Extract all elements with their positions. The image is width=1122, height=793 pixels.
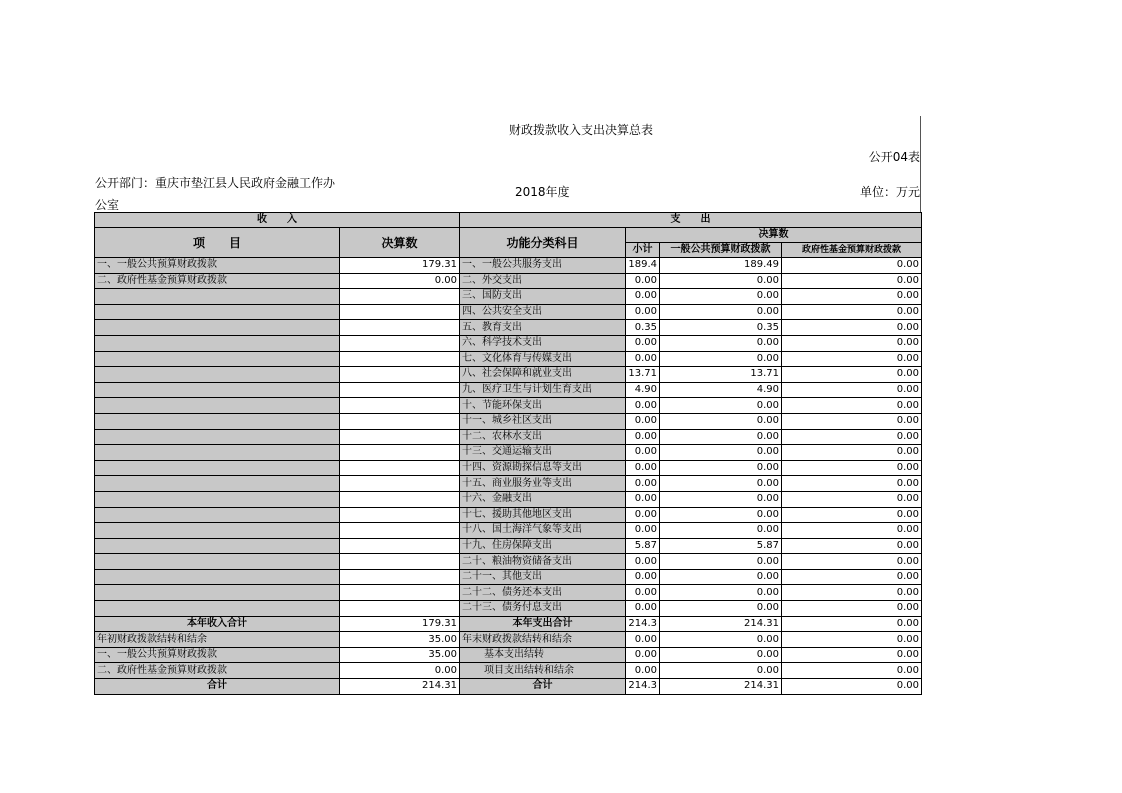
expense-item-cell: 二十二、债务还本支出 xyxy=(460,585,626,601)
general-budget-cell: 0.00 xyxy=(660,491,782,507)
summary-income-amount: 35.00 xyxy=(340,647,460,663)
general-budget-cell: 0.00 xyxy=(660,523,782,539)
gov-fund-cell: 0.00 xyxy=(782,601,922,617)
income-amount-cell: 0.00 xyxy=(340,273,460,289)
general-budget-cell: 0.00 xyxy=(660,460,782,476)
subtotal-cell: 0.00 xyxy=(626,507,660,523)
subtotal-cell: 0.00 xyxy=(626,554,660,570)
gov-fund-cell: 0.00 xyxy=(782,273,922,289)
fiscal-year: 2018年度 xyxy=(515,185,570,199)
summary-gov-fund: 0.00 xyxy=(782,616,922,632)
subtotal-cell: 0.00 xyxy=(626,523,660,539)
income-amount-cell xyxy=(340,491,460,507)
income-item-cell: 一、一般公共预算财政拨款 xyxy=(95,258,340,274)
general-budget-cell: 13.71 xyxy=(660,367,782,383)
income-amount-cell xyxy=(340,367,460,383)
income-amount-cell xyxy=(340,585,460,601)
summary-row xyxy=(95,647,922,663)
income-header: 收 入 xyxy=(95,213,460,228)
income-amount-cell xyxy=(340,289,460,305)
table-row xyxy=(95,538,922,554)
table-row xyxy=(95,585,922,601)
gov-fund-cell: 0.00 xyxy=(782,429,922,445)
table-row xyxy=(95,304,922,320)
summary-expense-item: 年末财政拨款结转和结余 xyxy=(460,632,626,648)
subtotal-cell: 0.00 xyxy=(626,601,660,617)
table-row xyxy=(95,445,922,461)
expense-item-cell: 十三、交通运输支出 xyxy=(460,445,626,461)
expense-item-cell: 八、社会保障和就业支出 xyxy=(460,367,626,383)
final-amount-header-2: 决算数 xyxy=(626,228,922,243)
expense-item-cell: 二十、粮油物资储备支出 xyxy=(460,554,626,570)
general-budget-cell: 0.00 xyxy=(660,398,782,414)
general-budget-cell: 0.00 xyxy=(660,476,782,492)
table-row xyxy=(95,476,922,492)
summary-income-amount: 0.00 xyxy=(340,663,460,679)
expense-item-cell: 十二、农林水支出 xyxy=(460,429,626,445)
unit-label: 单位：万元 xyxy=(859,185,920,199)
table-row xyxy=(95,289,922,305)
summary-general-budget: 0.00 xyxy=(660,647,782,663)
income-item-cell xyxy=(95,429,340,445)
expense-item-cell: 十九、住房保障支出 xyxy=(460,538,626,554)
expense-item-cell: 十七、援助其他地区支出 xyxy=(460,507,626,523)
gov-fund-cell: 0.00 xyxy=(782,289,922,305)
summary-gov-fund: 0.00 xyxy=(782,632,922,648)
general-budget-cell: 0.00 xyxy=(660,429,782,445)
subtotal-cell: 0.00 xyxy=(626,491,660,507)
subtotal-cell: 189.4 xyxy=(626,258,660,274)
table-row xyxy=(95,382,922,398)
income-amount-cell xyxy=(340,569,460,585)
income-item-cell xyxy=(95,538,340,554)
income-item-cell xyxy=(95,382,340,398)
income-amount-cell xyxy=(340,445,460,461)
summary-row xyxy=(95,679,922,695)
general-budget-cell: 0.00 xyxy=(660,601,782,617)
expense-item-cell: 二十一、其他支出 xyxy=(460,569,626,585)
subtotal-cell: 0.00 xyxy=(626,413,660,429)
subtotal-cell: 0.00 xyxy=(626,335,660,351)
report-title: 财政拨款收入支出决算总表 xyxy=(508,123,653,137)
gov-fund-cell: 0.00 xyxy=(782,554,922,570)
expense-item-cell: 二十三、债务付息支出 xyxy=(460,601,626,617)
gov-fund-cell: 0.00 xyxy=(782,335,922,351)
expense-item-cell: 十八、国土海洋气象等支出 xyxy=(460,523,626,539)
general-budget-cell: 0.00 xyxy=(660,585,782,601)
table-row xyxy=(95,601,922,617)
expense-item-cell: 十、节能环保支出 xyxy=(460,398,626,414)
department-label: 公开部门：重庆市垫江县人民政府金融工作办公室 xyxy=(95,176,336,212)
gov-fund-cell: 0.00 xyxy=(782,445,922,461)
income-item-cell: 二、政府性基金预算财政拨款 xyxy=(95,273,340,289)
summary-row xyxy=(95,616,922,632)
summary-subtotal: 214.3 xyxy=(626,616,660,632)
income-amount-cell xyxy=(340,304,460,320)
expense-item-cell: 三、国防支出 xyxy=(460,289,626,305)
summary-general-budget: 214.31 xyxy=(660,679,782,695)
income-amount-cell xyxy=(340,429,460,445)
general-budget-cell: 0.35 xyxy=(660,320,782,336)
summary-general-budget: 214.31 xyxy=(660,616,782,632)
summary-general-budget: 0.00 xyxy=(660,632,782,648)
table-row xyxy=(95,398,922,414)
summary-general-budget: 0.00 xyxy=(660,663,782,679)
gov-fund-cell: 0.00 xyxy=(782,491,922,507)
subtotal-cell: 0.00 xyxy=(626,429,660,445)
expense-item-cell: 九、医疗卫生与计划生育支出 xyxy=(460,382,626,398)
expense-item-cell: 四、公共安全支出 xyxy=(460,304,626,320)
gov-fund-cell: 0.00 xyxy=(782,320,922,336)
table-row xyxy=(95,554,922,570)
income-amount-cell: 179.31 xyxy=(340,258,460,274)
general-budget-header: 一般公共预算财政拨款 xyxy=(660,243,782,258)
table-row xyxy=(95,413,922,429)
final-amount-header: 决算数 xyxy=(340,228,460,258)
gov-fund-cell: 0.00 xyxy=(782,398,922,414)
func-class-header: 功能分类科目 xyxy=(460,228,626,258)
income-amount-cell xyxy=(340,398,460,414)
general-budget-cell: 0.00 xyxy=(660,445,782,461)
form-number: 公开04表 xyxy=(868,150,920,164)
gov-fund-cell: 0.00 xyxy=(782,476,922,492)
table-row xyxy=(95,507,922,523)
income-item-cell xyxy=(95,569,340,585)
subtotal-cell: 0.00 xyxy=(626,460,660,476)
summary-gov-fund: 0.00 xyxy=(782,663,922,679)
summary-row xyxy=(95,632,922,648)
gov-fund-cell: 0.00 xyxy=(782,382,922,398)
gov-fund-cell: 0.00 xyxy=(782,367,922,383)
subtotal-cell: 0.35 xyxy=(626,320,660,336)
income-amount-cell xyxy=(340,351,460,367)
income-amount-cell xyxy=(340,601,460,617)
subtotal-cell: 0.00 xyxy=(626,445,660,461)
summary-subtotal: 0.00 xyxy=(626,647,660,663)
income-item-cell xyxy=(95,601,340,617)
budget-table xyxy=(94,212,922,695)
table-row xyxy=(95,460,922,476)
subtotal-cell: 0.00 xyxy=(626,398,660,414)
table-row xyxy=(95,273,922,289)
income-item-cell xyxy=(95,413,340,429)
gov-fund-cell: 0.00 xyxy=(782,538,922,554)
expense-item-cell: 七、文化体育与传媒支出 xyxy=(460,351,626,367)
income-item-cell xyxy=(95,320,340,336)
summary-expense-item: 基本支出结转 xyxy=(460,647,626,663)
expense-item-cell: 五、教育支出 xyxy=(460,320,626,336)
income-item-cell xyxy=(95,351,340,367)
income-amount-cell xyxy=(340,335,460,351)
expense-item-cell: 十四、资源勘探信息等支出 xyxy=(460,460,626,476)
subtotal-cell: 0.00 xyxy=(626,273,660,289)
income-amount-cell xyxy=(340,523,460,539)
page-edge-line xyxy=(920,116,921,212)
general-budget-cell: 0.00 xyxy=(660,413,782,429)
expense-item-cell: 六、科学技术支出 xyxy=(460,335,626,351)
table-row xyxy=(95,320,922,336)
summary-income-item: 本年收入合计 xyxy=(95,616,340,632)
gov-fund-cell: 0.00 xyxy=(782,569,922,585)
summary-subtotal: 214.3 xyxy=(626,679,660,695)
income-item-cell xyxy=(95,554,340,570)
summary-income-amount: 214.31 xyxy=(340,679,460,695)
general-budget-cell: 0.00 xyxy=(660,273,782,289)
general-budget-cell: 189.49 xyxy=(660,258,782,274)
income-item-cell xyxy=(95,523,340,539)
table-row xyxy=(95,258,922,274)
income-item-cell xyxy=(95,507,340,523)
subtotal-cell: 0.00 xyxy=(626,304,660,320)
subtotal-cell: 0.00 xyxy=(626,289,660,305)
gov-fund-cell: 0.00 xyxy=(782,585,922,601)
summary-income-item: 一、一般公共预算财政拨款 xyxy=(95,647,340,663)
income-item-cell xyxy=(95,460,340,476)
income-item-cell xyxy=(95,476,340,492)
gov-fund-cell: 0.00 xyxy=(782,351,922,367)
income-item-cell xyxy=(95,289,340,305)
subtotal-cell: 0.00 xyxy=(626,476,660,492)
income-amount-cell xyxy=(340,382,460,398)
income-amount-cell xyxy=(340,507,460,523)
item-header: 项 目 xyxy=(95,228,340,258)
summary-expense-item: 合计 xyxy=(460,679,626,695)
subtotal-cell: 0.00 xyxy=(626,351,660,367)
general-budget-cell: 0.00 xyxy=(660,554,782,570)
general-budget-cell: 0.00 xyxy=(660,304,782,320)
subtotal-cell: 4.90 xyxy=(626,382,660,398)
gov-fund-cell: 0.00 xyxy=(782,413,922,429)
general-budget-cell: 0.00 xyxy=(660,289,782,305)
subtotal-cell: 0.00 xyxy=(626,585,660,601)
gov-fund-cell: 0.00 xyxy=(782,507,922,523)
income-amount-cell xyxy=(340,554,460,570)
summary-expense-item: 本年支出合计 xyxy=(460,616,626,632)
income-item-cell xyxy=(95,398,340,414)
income-item-cell xyxy=(95,304,340,320)
general-budget-cell: 0.00 xyxy=(660,507,782,523)
general-budget-cell: 5.87 xyxy=(660,538,782,554)
gov-fund-cell: 0.00 xyxy=(782,523,922,539)
summary-expense-item: 项目支出结转和结余 xyxy=(460,663,626,679)
expense-item-cell: 十五、商业服务业等支出 xyxy=(460,476,626,492)
summary-income-item: 合计 xyxy=(95,679,340,695)
income-amount-cell xyxy=(340,538,460,554)
summary-gov-fund: 0.00 xyxy=(782,679,922,695)
table-row xyxy=(95,491,922,507)
table-row xyxy=(95,569,922,585)
gov-fund-cell: 0.00 xyxy=(782,304,922,320)
income-item-cell xyxy=(95,491,340,507)
income-amount-cell xyxy=(340,320,460,336)
table-row xyxy=(95,367,922,383)
gov-fund-cell: 0.00 xyxy=(782,460,922,476)
summary-income-item: 二、政府性基金预算财政拨款 xyxy=(95,663,340,679)
general-budget-cell: 4.90 xyxy=(660,382,782,398)
income-item-cell xyxy=(95,335,340,351)
table-row xyxy=(95,523,922,539)
general-budget-cell: 0.00 xyxy=(660,569,782,585)
summary-income-amount: 179.31 xyxy=(340,616,460,632)
summary-row xyxy=(95,663,922,679)
subtotal-header: 小计 xyxy=(626,243,660,258)
table-row xyxy=(95,335,922,351)
summary-subtotal: 0.00 xyxy=(626,663,660,679)
income-item-cell xyxy=(95,585,340,601)
expense-item-cell: 一、一般公共服务支出 xyxy=(460,258,626,274)
income-amount-cell xyxy=(340,413,460,429)
income-amount-cell xyxy=(340,476,460,492)
table-row xyxy=(95,351,922,367)
subtotal-cell: 0.00 xyxy=(626,569,660,585)
subtotal-cell: 13.71 xyxy=(626,367,660,383)
gov-fund-header: 政府性基金预算财政拨款 xyxy=(782,243,922,258)
summary-gov-fund: 0.00 xyxy=(782,647,922,663)
income-amount-cell xyxy=(340,460,460,476)
expense-item-cell: 十六、金融支出 xyxy=(460,491,626,507)
general-budget-cell: 0.00 xyxy=(660,351,782,367)
subtotal-cell: 5.87 xyxy=(626,538,660,554)
gov-fund-cell: 0.00 xyxy=(782,258,922,274)
summary-income-amount: 35.00 xyxy=(340,632,460,648)
expense-item-cell: 二、外交支出 xyxy=(460,273,626,289)
summary-subtotal: 0.00 xyxy=(626,632,660,648)
table-row xyxy=(95,429,922,445)
expense-item-cell: 十一、城乡社区支出 xyxy=(460,413,626,429)
income-item-cell xyxy=(95,445,340,461)
general-budget-cell: 0.00 xyxy=(660,335,782,351)
summary-income-item: 年初财政拨款结转和结余 xyxy=(95,632,340,648)
income-item-cell xyxy=(95,367,340,383)
expense-header: 支 出 xyxy=(460,213,922,228)
